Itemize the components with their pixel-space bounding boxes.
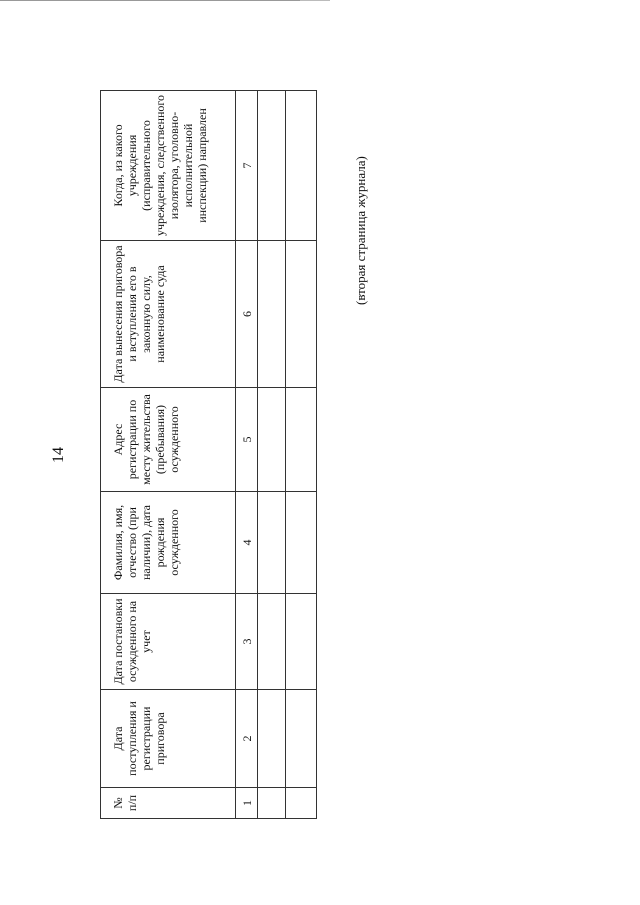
header-row <box>101 91 236 819</box>
header-cell: № п/п <box>101 788 236 819</box>
empty-cell <box>286 91 317 241</box>
header-cell: Дата вынесения приговора и вступления его в законную силу, наименование суда <box>101 241 236 388</box>
empty-cell <box>286 788 317 819</box>
column-number-cell: 5 <box>236 388 258 492</box>
column-number-cell: 3 <box>236 594 258 690</box>
empty-cell <box>286 241 317 388</box>
page-caption: (вторая страница журнала) <box>353 156 368 305</box>
column-number-cell: 1 <box>236 788 258 819</box>
empty-cell <box>258 241 286 388</box>
column-number-row <box>236 91 258 819</box>
empty-cell <box>286 690 317 788</box>
column-number-cell: 2 <box>236 690 258 788</box>
empty-cell <box>258 91 286 241</box>
empty-cell <box>258 492 286 594</box>
journal-table <box>100 90 317 819</box>
header-cell: Адрес регистрации по месту жительства (пребывания) осужденного <box>101 388 236 492</box>
header-cell: Когда, из какого учреждения (исправительного учреждения, следственного изолятора, уголовно-исполнительной инспекции) направлен <box>101 91 236 241</box>
empty-cell <box>286 388 317 492</box>
column-number-cell: 7 <box>236 91 258 241</box>
header-cell: Дата постановки осужденного на учет <box>101 594 236 690</box>
column-number-cell: 4 <box>236 492 258 594</box>
empty-row <box>258 91 286 819</box>
empty-cell <box>286 594 317 690</box>
empty-cell <box>258 388 286 492</box>
empty-cell <box>258 788 286 819</box>
empty-cell <box>286 492 317 594</box>
empty-cell <box>258 594 286 690</box>
header-cell: Фамилия, имя, отчество (при наличии), дата рождения осужденного <box>101 492 236 594</box>
header-cell: Дата поступления и регистрации приговора <box>101 690 236 788</box>
empty-cell <box>258 690 286 788</box>
page-number: 14 <box>50 447 67 463</box>
column-number-cell: 6 <box>236 241 258 388</box>
empty-row <box>286 91 317 819</box>
